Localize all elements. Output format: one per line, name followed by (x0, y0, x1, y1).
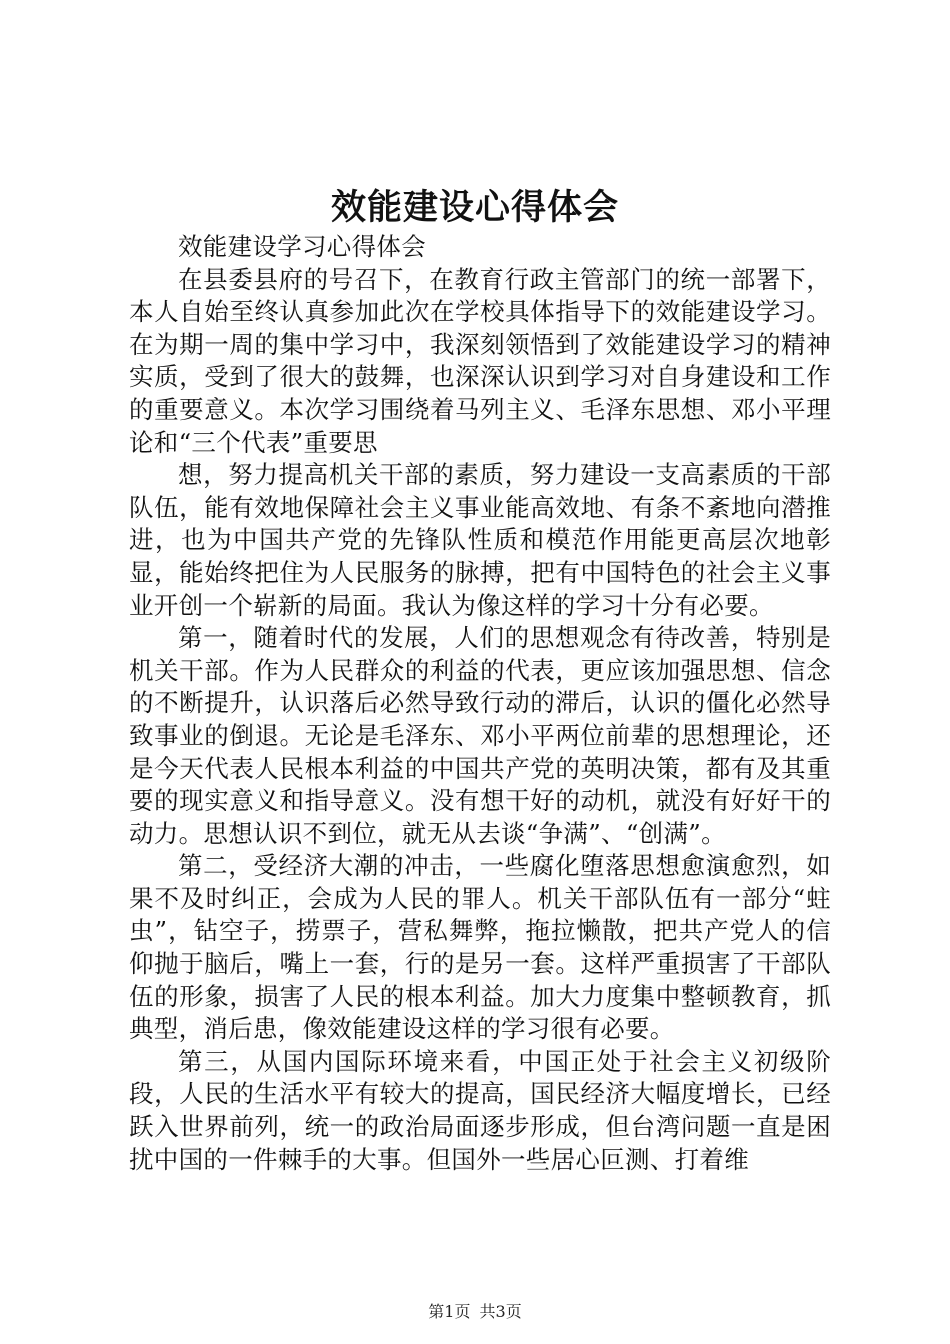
page-total: 共3页 (479, 1302, 522, 1321)
body-paragraph: 第一，随着时代的发展，人们的思想观念有待改善，特别是机关干部。作为人民群众的利益的代表，更应该加强思想、信念的不断提升，认识落后必然导致行动的滞后，认识的僵化必然导致事业的倒退。无论是毛泽东、邓小平两位前辈的思想理论，还是今天代表人民根本利益的中国共产党的英明决策，都有及其重要的现实意义和指导意义。没有想干好的动机，就没有好好干的动力。思想认识不到位，就无从去谈“争满”、“创满”。 (129, 623, 831, 848)
body-paragraph: 第二，受经济大潮的冲击，一些腐化堕落思想愈演愈烈，如果不及时纠正，会成为人民的罪人。机关干部队伍有一部分“蛀虫”，钻空子，捞票子，营私舞弊，拖拉懒散，把共产党人的信仰抛于脑后，嘴上一套，行的是另一套。这样严重损害了干部队伍的形象，损害了人民的根本利益。加大力度集中整顿教育，抓典型，消后患，像效能建设这样的学习很有必要。 (129, 851, 832, 1044)
body-paragraph: 想，努力提高机关干部的素质，努力建设一支高素质的干部队伍，能有效地保障社会主义事业能高效地、有条不紊地向潜推进，也为中国共产党的先锋队性质和模范作用能更高层次地彰显，能始终把住为人民服务的脉搏，把有中国特色的社会主义事业开创一个崭新的局面。我认为像这样的学习十分有必要。 (129, 460, 831, 620)
body-paragraph: 在县委县府的号召下，在教育行政主管部门的统一部署下，本人自始至终认真参加此次在学校具体指导下的效能建设学习。在为期一周的集中学习中，我深刻领悟到了效能建设学习的精神实质，受到了很大的鼓舞，也深深认识到学习对自身建设和工作的重要意义。本次学习围绕着马列主义、毛泽东思想、邓小平理论和“三个代表”重要思 (129, 264, 831, 457)
document-subtitle: 效能建设学习心得体会 (178, 232, 426, 261)
page-number: 第1页 (428, 1302, 471, 1321)
document-title: 效能建设心得体会 (330, 187, 619, 228)
page-footer (0, 1301, 950, 1323)
body-paragraph: 第三，从国内国际环境来看，中国正处于社会主义初级阶段，人民的生活水平有较大的提高，国民经济大幅度增长，已经跃入世界前列，统一的政治局面逐步形成，但台湾问题一直是困扰中国的一件棘手的大事。但国外一些居心叵测、打着维 (129, 1046, 831, 1174)
document-body (129, 231, 831, 1176)
